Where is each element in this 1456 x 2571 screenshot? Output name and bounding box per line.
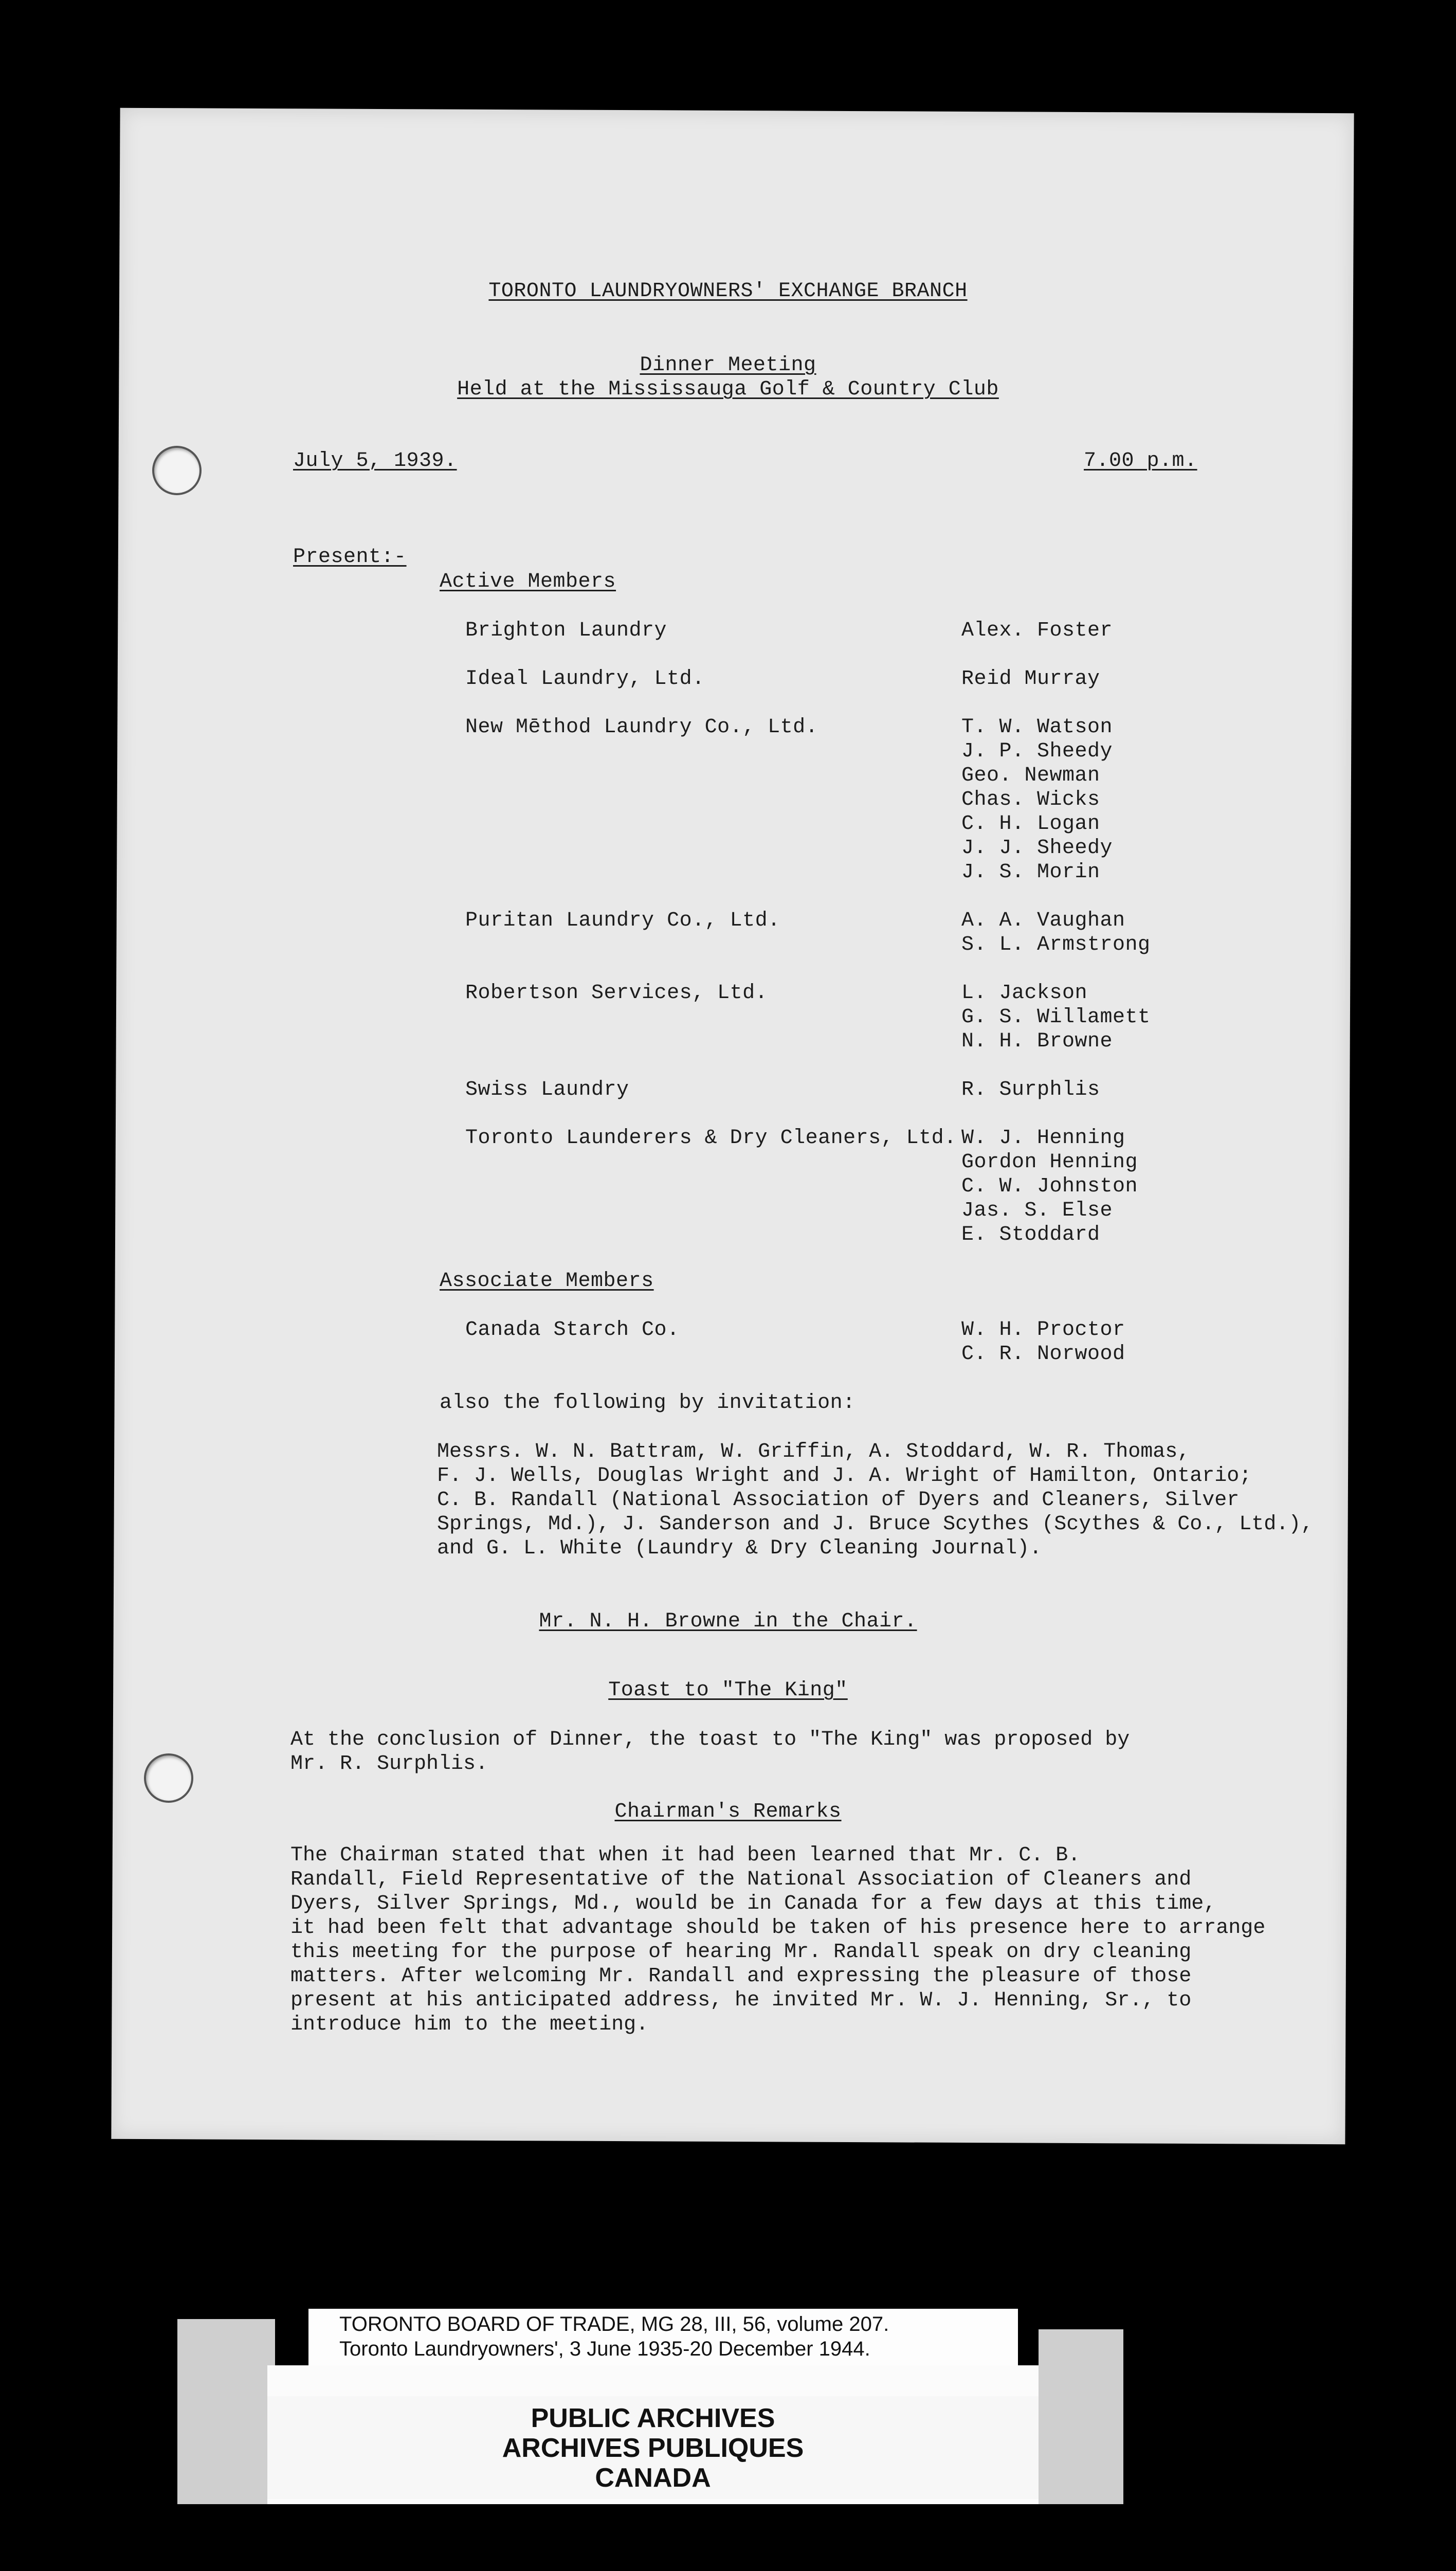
remarks-paragraph: The Chairman stated that when it had been learned that Mr. C. B. Randall, Field Representative of the National Association of Cleaners and Dyers, Silver Springs, Md., would be in Canada for a few days at this time, it had been felt that advantage should be taken of his presence here to arrange this meeting for the purpose of hearing Mr. Randall speak on dry cleaning matters. After welcoming Mr. Randall and expressing the pleasure of those present at his anticipated address, he invited Mr. W. J. Henning, Sr., to introduce him to the meeting. [290, 1844, 1266, 2036]
invitation-intro: also the following by invitation: [440, 1391, 856, 1415]
member-company: Swiss Laundry [465, 1078, 629, 1101]
archive-stamp [267, 2396, 1039, 2499]
stamp-line-3: CANADA [595, 2463, 711, 2493]
active-members-heading: Active Members [440, 570, 616, 593]
member-company: Brighton Laundry [465, 619, 667, 642]
document-title: TORONTO LAUNDRYOWNERS' EXCHANGE BRANCH [488, 280, 968, 303]
associate-members-heading: Associate Members [440, 1270, 654, 1293]
member-names: W. H. Proctor C. R. Norwood [961, 1318, 1125, 1366]
stamp-line-2: ARCHIVES PUBLIQUES [502, 2433, 804, 2463]
member-company: Puritan Laundry Co., Ltd. [465, 909, 780, 932]
stamp-line-1: PUBLIC ARCHIVES [531, 2403, 775, 2433]
member-names: Alex. Foster [961, 619, 1113, 642]
toast-paragraph: At the conclusion of Dinner, the toast to "The King" was proposed by Mr. R. Surphlis. [290, 1728, 1130, 1776]
member-company: Toronto Launderers & Dry Cleaners, Ltd. [465, 1127, 957, 1150]
member-company: New Mēthod Laundry Co., Ltd. [465, 716, 818, 739]
member-names: A. A. Vaughan S. L. Armstrong [961, 909, 1151, 956]
present-label: Present:- [293, 546, 407, 569]
toast-heading: Toast to "The King" [608, 1679, 848, 1702]
member-names: R. Surphlis [961, 1078, 1100, 1101]
meeting-date: July 5, 1939. [293, 449, 457, 473]
member-names: Reid Murray [961, 667, 1100, 691]
meeting-venue: Held at the Mississauga Golf & Country Club [457, 378, 999, 401]
chair-line: Mr. N. H. Browne in the Chair. [539, 1610, 917, 1633]
label-tab-right [1039, 2329, 1123, 2504]
member-company: Robertson Services, Ltd. [465, 982, 768, 1005]
invitation-list: Messrs. W. N. Battram, W. Griffin, A. Stoddard, W. R. Thomas, F. J. Wells, Douglas Wright and J. A. Wright of Hamilton, Ontario; C. B. Randall (National Association of Dyers and Cleaners, Silver Springs, Md.), J. Sanderson and J. Bruce Scythes (Scythes & Co., Ltd.), and G. L. White (Laundry & Dry Cleaning Journal). [437, 1440, 1314, 1560]
archive-reference: TORONTO BOARD OF TRADE, MG 28, III, 56, volume 207. Toronto Laundryowners', 3 June 1935-20 December 1944. [308, 2309, 1018, 2365]
member-names: L. Jackson G. S. Willamett N. H. Browne [961, 982, 1151, 1053]
member-names: W. J. Henning Gordon Henning C. W. Johnston Jas. S. Else E. Stoddard [961, 1127, 1138, 1246]
member-company: Ideal Laundry, Ltd. [465, 667, 705, 691]
meeting-time: 7.00 p.m. [1084, 449, 1197, 473]
punch-hole-top [152, 446, 202, 495]
meeting-type: Dinner Meeting [640, 354, 816, 377]
label-tab-left [177, 2319, 275, 2504]
member-names: T. W. Watson J. P. Sheedy Geo. Newman Chas. Wicks C. H. Logan J. J. Sheedy J. S. Morin [961, 716, 1113, 884]
remarks-heading: Chairman's Remarks [614, 1800, 842, 1823]
punch-hole-bottom [144, 1753, 193, 1803]
member-company: Canada Starch Co. [465, 1318, 680, 1342]
